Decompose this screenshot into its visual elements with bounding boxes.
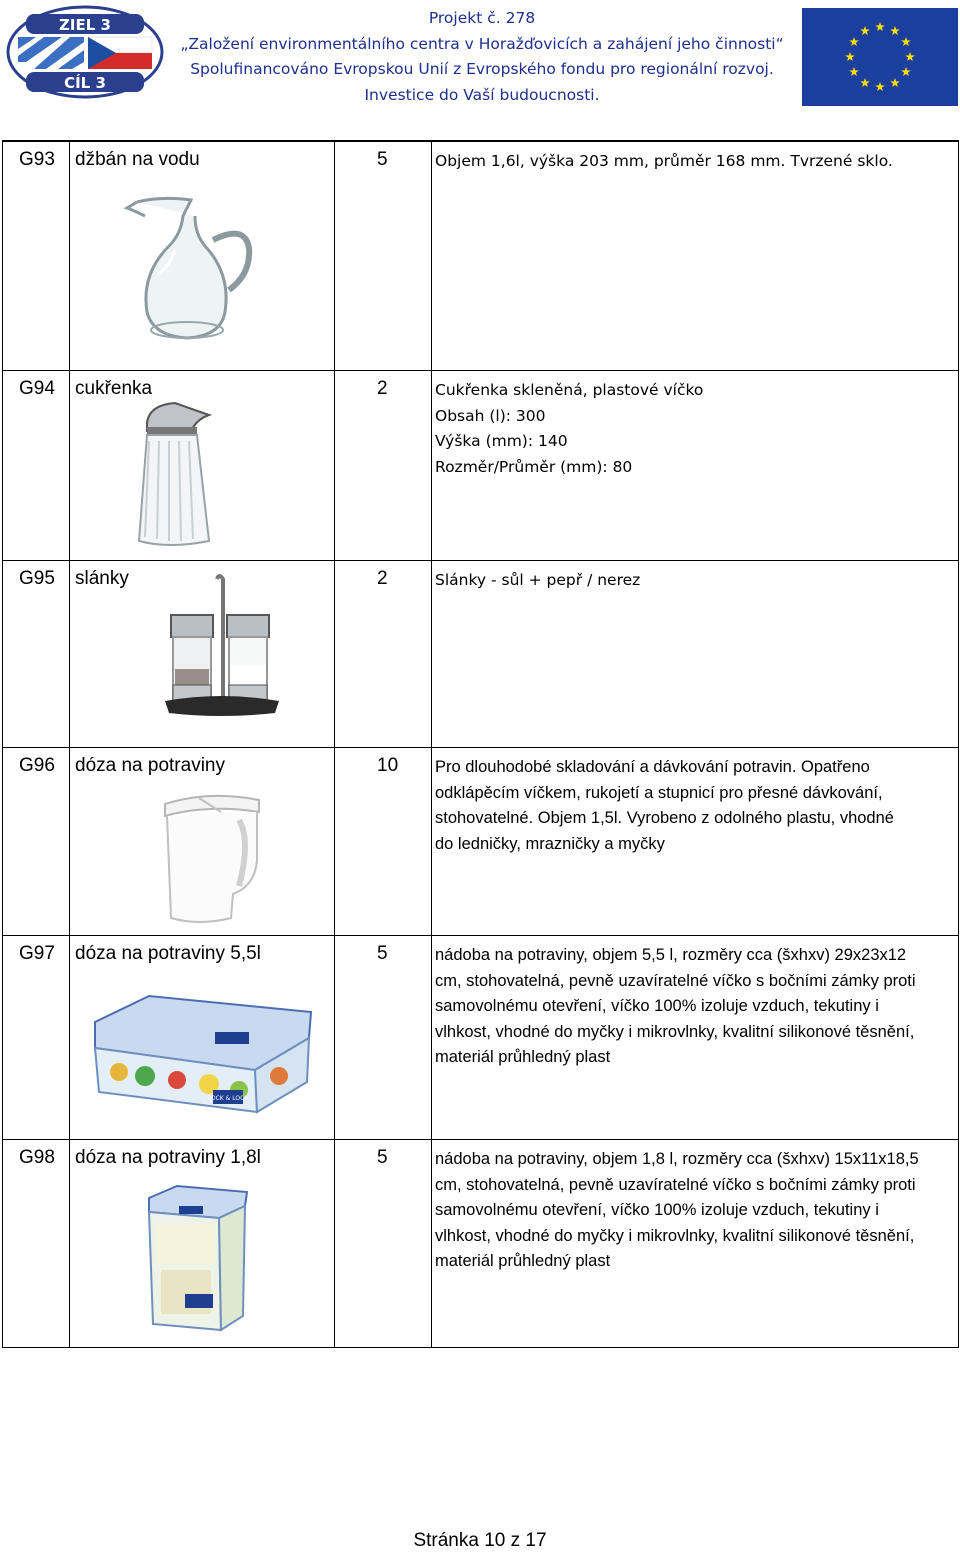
svg-text:LOCK & LOCK: LOCK & LOCK [207, 1095, 249, 1102]
item-qty: 2 [377, 568, 388, 589]
item-description: nádoba na potraviny, objem 5,5 l, rozměry cca (šxhxv) 29x23x12 cm, stohovatelná, pevně uzavíratelné víčko s bočními zámky proti samovolnému otevření, víčko 100% izoluje vzduch, tekutiny i vlhkost, vhodné do myčky i mikrovlnky, kvalitní silikonové těsnění, materiál průhledný plast [435, 946, 916, 1066]
table-row [3, 141, 958, 371]
table-row [3, 1139, 958, 1348]
slogan: Investice do Vaší budoucnosti. [364, 85, 600, 104]
item-code: G98 [19, 1147, 55, 1168]
item-code: G97 [19, 943, 55, 964]
item-name: džbán na vodu [75, 149, 200, 170]
item-qty: 5 [377, 1147, 388, 1168]
project-number: Projekt č. 278 [428, 9, 536, 27]
item-qty: 10 [377, 755, 399, 776]
table-row [3, 747, 958, 936]
items-table [2, 140, 959, 1348]
table-row [3, 560, 958, 748]
ziel3-logo [6, 4, 164, 100]
item-code: G96 [19, 755, 55, 776]
item-name: slánky [75, 568, 129, 589]
item-code: G94 [19, 378, 55, 399]
item-name: dóza na potraviny 5,5l [75, 943, 261, 964]
item-description: Cukřenka skleněná, plastové víčko Obsah (l): 300 Výška (mm): 140 Rozměr/Průměr (mm): 80 [435, 381, 704, 476]
cofinancing-note: Spolufinancováno Evropskou Unií z Evropského fondu pro regionální rozvoj. [190, 60, 774, 78]
project-info [170, 6, 794, 108]
project-title: „Založení environmentálního centra v Horažďovicích a zahájení jeho činnosti“ [180, 34, 784, 53]
glass-jug-image [121, 194, 261, 344]
item-description: Objem 1,6l, výška 203 mm, průměr 168 mm. Tvrzené sklo. [435, 152, 893, 170]
item-description: Slánky - sůl + pepř / nerez [435, 571, 641, 589]
svg-text:ZIEL 3: ZIEL 3 [59, 16, 111, 34]
food-box-tall-image [141, 1184, 253, 1336]
item-description: Pro dlouhodobé skladování a dávkování potravin. Opatřeno odklápěcím víčkem, rukojetí a stupnicí pro přesné dávkování, stohovatelné. Objem 1,5l. Vyrobeno z odolného plastu, vhodné do ledničky, mrazničky a myčky [435, 758, 894, 853]
food-box-large-image [89, 992, 319, 1120]
item-qty: 5 [377, 943, 388, 964]
page-number: Stránka 10 z 17 [413, 1530, 547, 1551]
table-row [3, 370, 958, 561]
item-name: dóza na potraviny [75, 755, 225, 776]
item-qty: 2 [377, 378, 388, 399]
item-qty: 5 [377, 149, 388, 170]
page-header [0, 0, 960, 115]
eu-flag [802, 8, 958, 106]
item-description: nádoba na potraviny, objem 1,8 l, rozměry cca (šxhxv) 15x11x18,5 cm, stohovatelná, pevně uzavíratelné víčko s bočními zámky proti samovolnému otevření, víčko 100% izoluje vzduch, tekutiny i vlhkost, vhodné do myčky i mikrovlnky, kvalitní silikonové těsnění, materiál průhledný plast [435, 1150, 919, 1270]
plastic-jar-image [159, 790, 269, 930]
item-name: cukřenka [75, 378, 153, 399]
item-code: G93 [19, 149, 55, 170]
table-row [3, 935, 958, 1140]
item-name: dóza na potraviny 1,8l [75, 1147, 261, 1168]
svg-text:CÍL 3: CÍL 3 [64, 74, 106, 92]
item-code: G95 [19, 568, 55, 589]
sugar-dispenser-image [135, 401, 219, 551]
salt-pepper-set-image [163, 573, 283, 723]
